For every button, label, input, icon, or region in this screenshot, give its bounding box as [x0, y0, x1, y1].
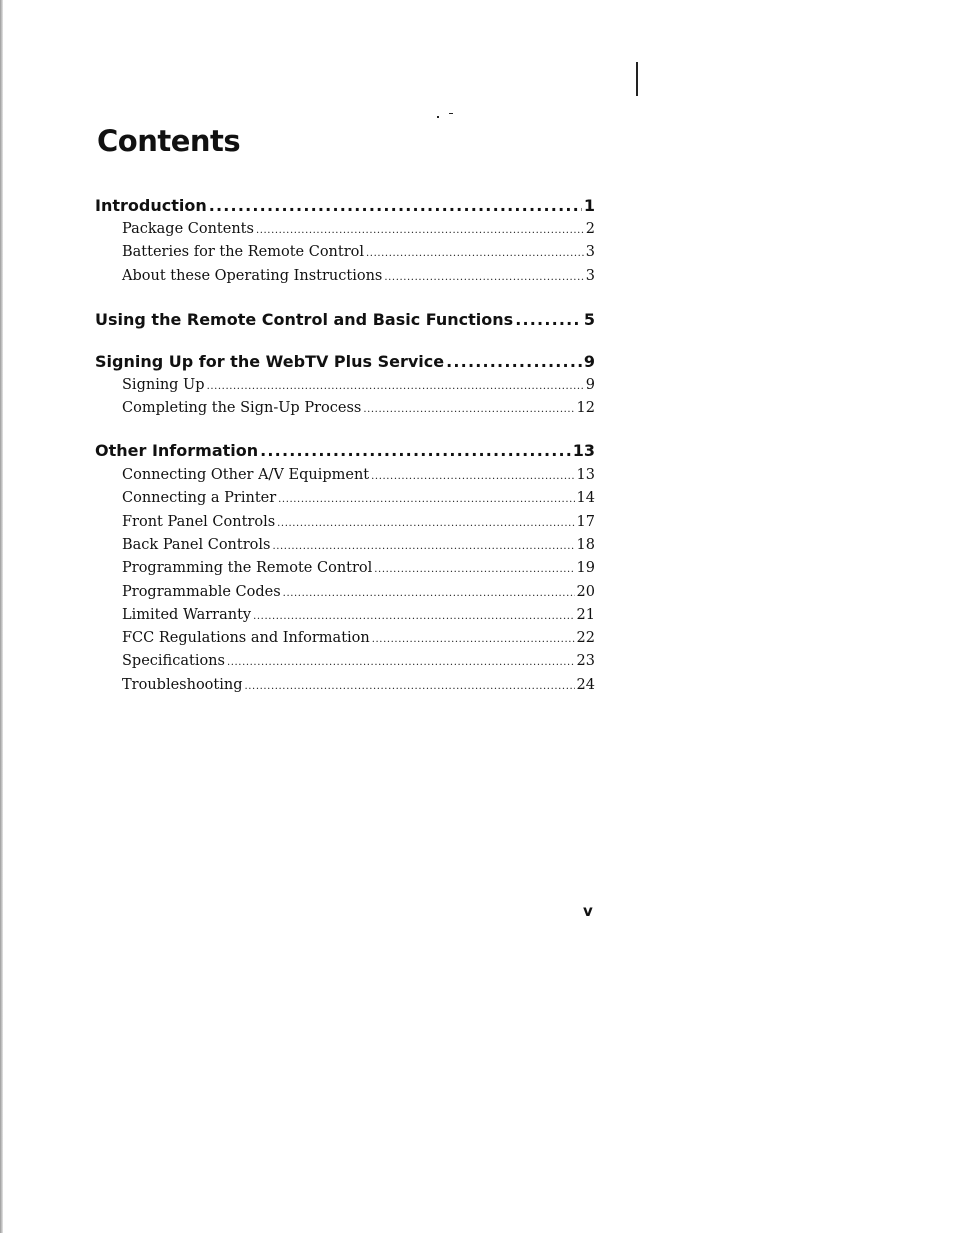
toc-item-entry[interactable] — [122, 584, 595, 600]
toc-item-page: 3 — [585, 268, 595, 284]
toc-item-entry[interactable] — [122, 560, 595, 576]
toc-item-page: 9 — [585, 377, 595, 393]
toc-item-entry[interactable] — [122, 400, 595, 416]
toc-item-page: 23 — [576, 653, 595, 669]
dot-leader — [277, 518, 574, 529]
dot-leader — [515, 310, 582, 329]
toc-item-label: About these Operating Instructions — [122, 268, 383, 284]
toc-item-entry[interactable] — [122, 377, 595, 393]
toc-item-page: 17 — [576, 514, 595, 530]
dot-leader — [363, 404, 574, 415]
dot-leader — [272, 541, 574, 552]
toc-section-page: 9 — [583, 352, 595, 371]
toc-item-label: Connecting a Printer — [122, 490, 277, 506]
toc-section-title: Other Information — [95, 441, 259, 460]
toc-item-entry[interactable] — [122, 677, 595, 693]
dot-leader — [207, 381, 584, 392]
page-title: Contents — [97, 124, 241, 158]
dot-leader — [260, 441, 571, 460]
dot-leader — [227, 657, 575, 668]
toc-item-entry[interactable] — [122, 244, 595, 260]
toc-item-label: Specifications — [122, 653, 225, 669]
toc-item-page: 13 — [576, 467, 595, 483]
dot-leader — [372, 634, 575, 645]
toc-item-entry[interactable] — [122, 490, 595, 506]
toc-section-page: 1 — [583, 196, 595, 215]
toc-item-page: 21 — [576, 607, 595, 623]
toc-item-entry[interactable] — [122, 630, 595, 646]
toc-section-title: Introduction — [95, 196, 207, 215]
toc-item-label: Connecting Other A/V Equipment — [122, 467, 370, 483]
toc-item-label: Limited Warranty — [122, 607, 252, 623]
toc-item-label: Troubleshooting — [122, 677, 243, 693]
toc-item-page: 20 — [576, 584, 595, 600]
toc-item-label: Front Panel Controls — [122, 514, 276, 530]
toc-item-entry[interactable] — [122, 653, 595, 669]
toc-item-label: Programming the Remote Control — [122, 560, 373, 576]
dot-leader — [366, 248, 584, 259]
dot-leader — [253, 611, 574, 622]
toc-section-page: 5 — [583, 310, 595, 329]
toc-item-page: 2 — [585, 221, 595, 237]
toc-item-label: Package Contents — [122, 221, 254, 237]
toc-section-entry[interactable] — [95, 352, 595, 371]
toc-section-entry[interactable] — [95, 196, 595, 215]
dot-leader — [446, 352, 582, 371]
toc-item-page: 24 — [576, 677, 595, 693]
toc-item-page: 18 — [576, 537, 595, 553]
toc-section-page: 13 — [572, 441, 595, 460]
dot-leader — [384, 272, 583, 283]
toc-item-page: 14 — [576, 490, 595, 506]
toc-section-entry[interactable] — [95, 441, 595, 460]
dot-leader — [256, 225, 584, 236]
dot-leader — [278, 494, 574, 505]
toc-item-label: FCC Regulations and Information — [122, 630, 370, 646]
dot-leader — [283, 588, 575, 599]
toc-item-page: 12 — [576, 400, 595, 416]
toc-item-entry[interactable] — [122, 467, 595, 483]
page-number: v — [583, 902, 593, 920]
dot-leader — [209, 196, 582, 215]
toc-section-title: Signing Up for the WebTV Plus Service — [95, 352, 445, 371]
toc-section-title: Using the Remote Control and Basic Functions — [95, 310, 514, 329]
toc-item-label: Completing the Sign-Up Process — [122, 400, 362, 416]
dot-leader — [245, 681, 575, 692]
toc-item-entry[interactable] — [122, 537, 595, 553]
toc-item-entry[interactable] — [122, 221, 595, 237]
toc-item-page: 3 — [585, 244, 595, 260]
toc-item-entry[interactable] — [122, 607, 595, 623]
dot-leader — [371, 471, 574, 482]
toc-item-label: Back Panel Controls — [122, 537, 271, 553]
toc-item-page: 19 — [576, 560, 595, 576]
toc-section-entry[interactable] — [95, 310, 595, 329]
toc-item-entry[interactable] — [122, 268, 595, 284]
toc-item-label: Batteries for the Remote Control — [122, 244, 365, 260]
toc-item-label: Signing Up — [122, 377, 205, 393]
toc-item-entry[interactable] — [122, 514, 595, 530]
toc-item-label: Programmable Codes — [122, 584, 281, 600]
toc-item-page: 22 — [576, 630, 595, 646]
dot-leader — [374, 564, 574, 575]
